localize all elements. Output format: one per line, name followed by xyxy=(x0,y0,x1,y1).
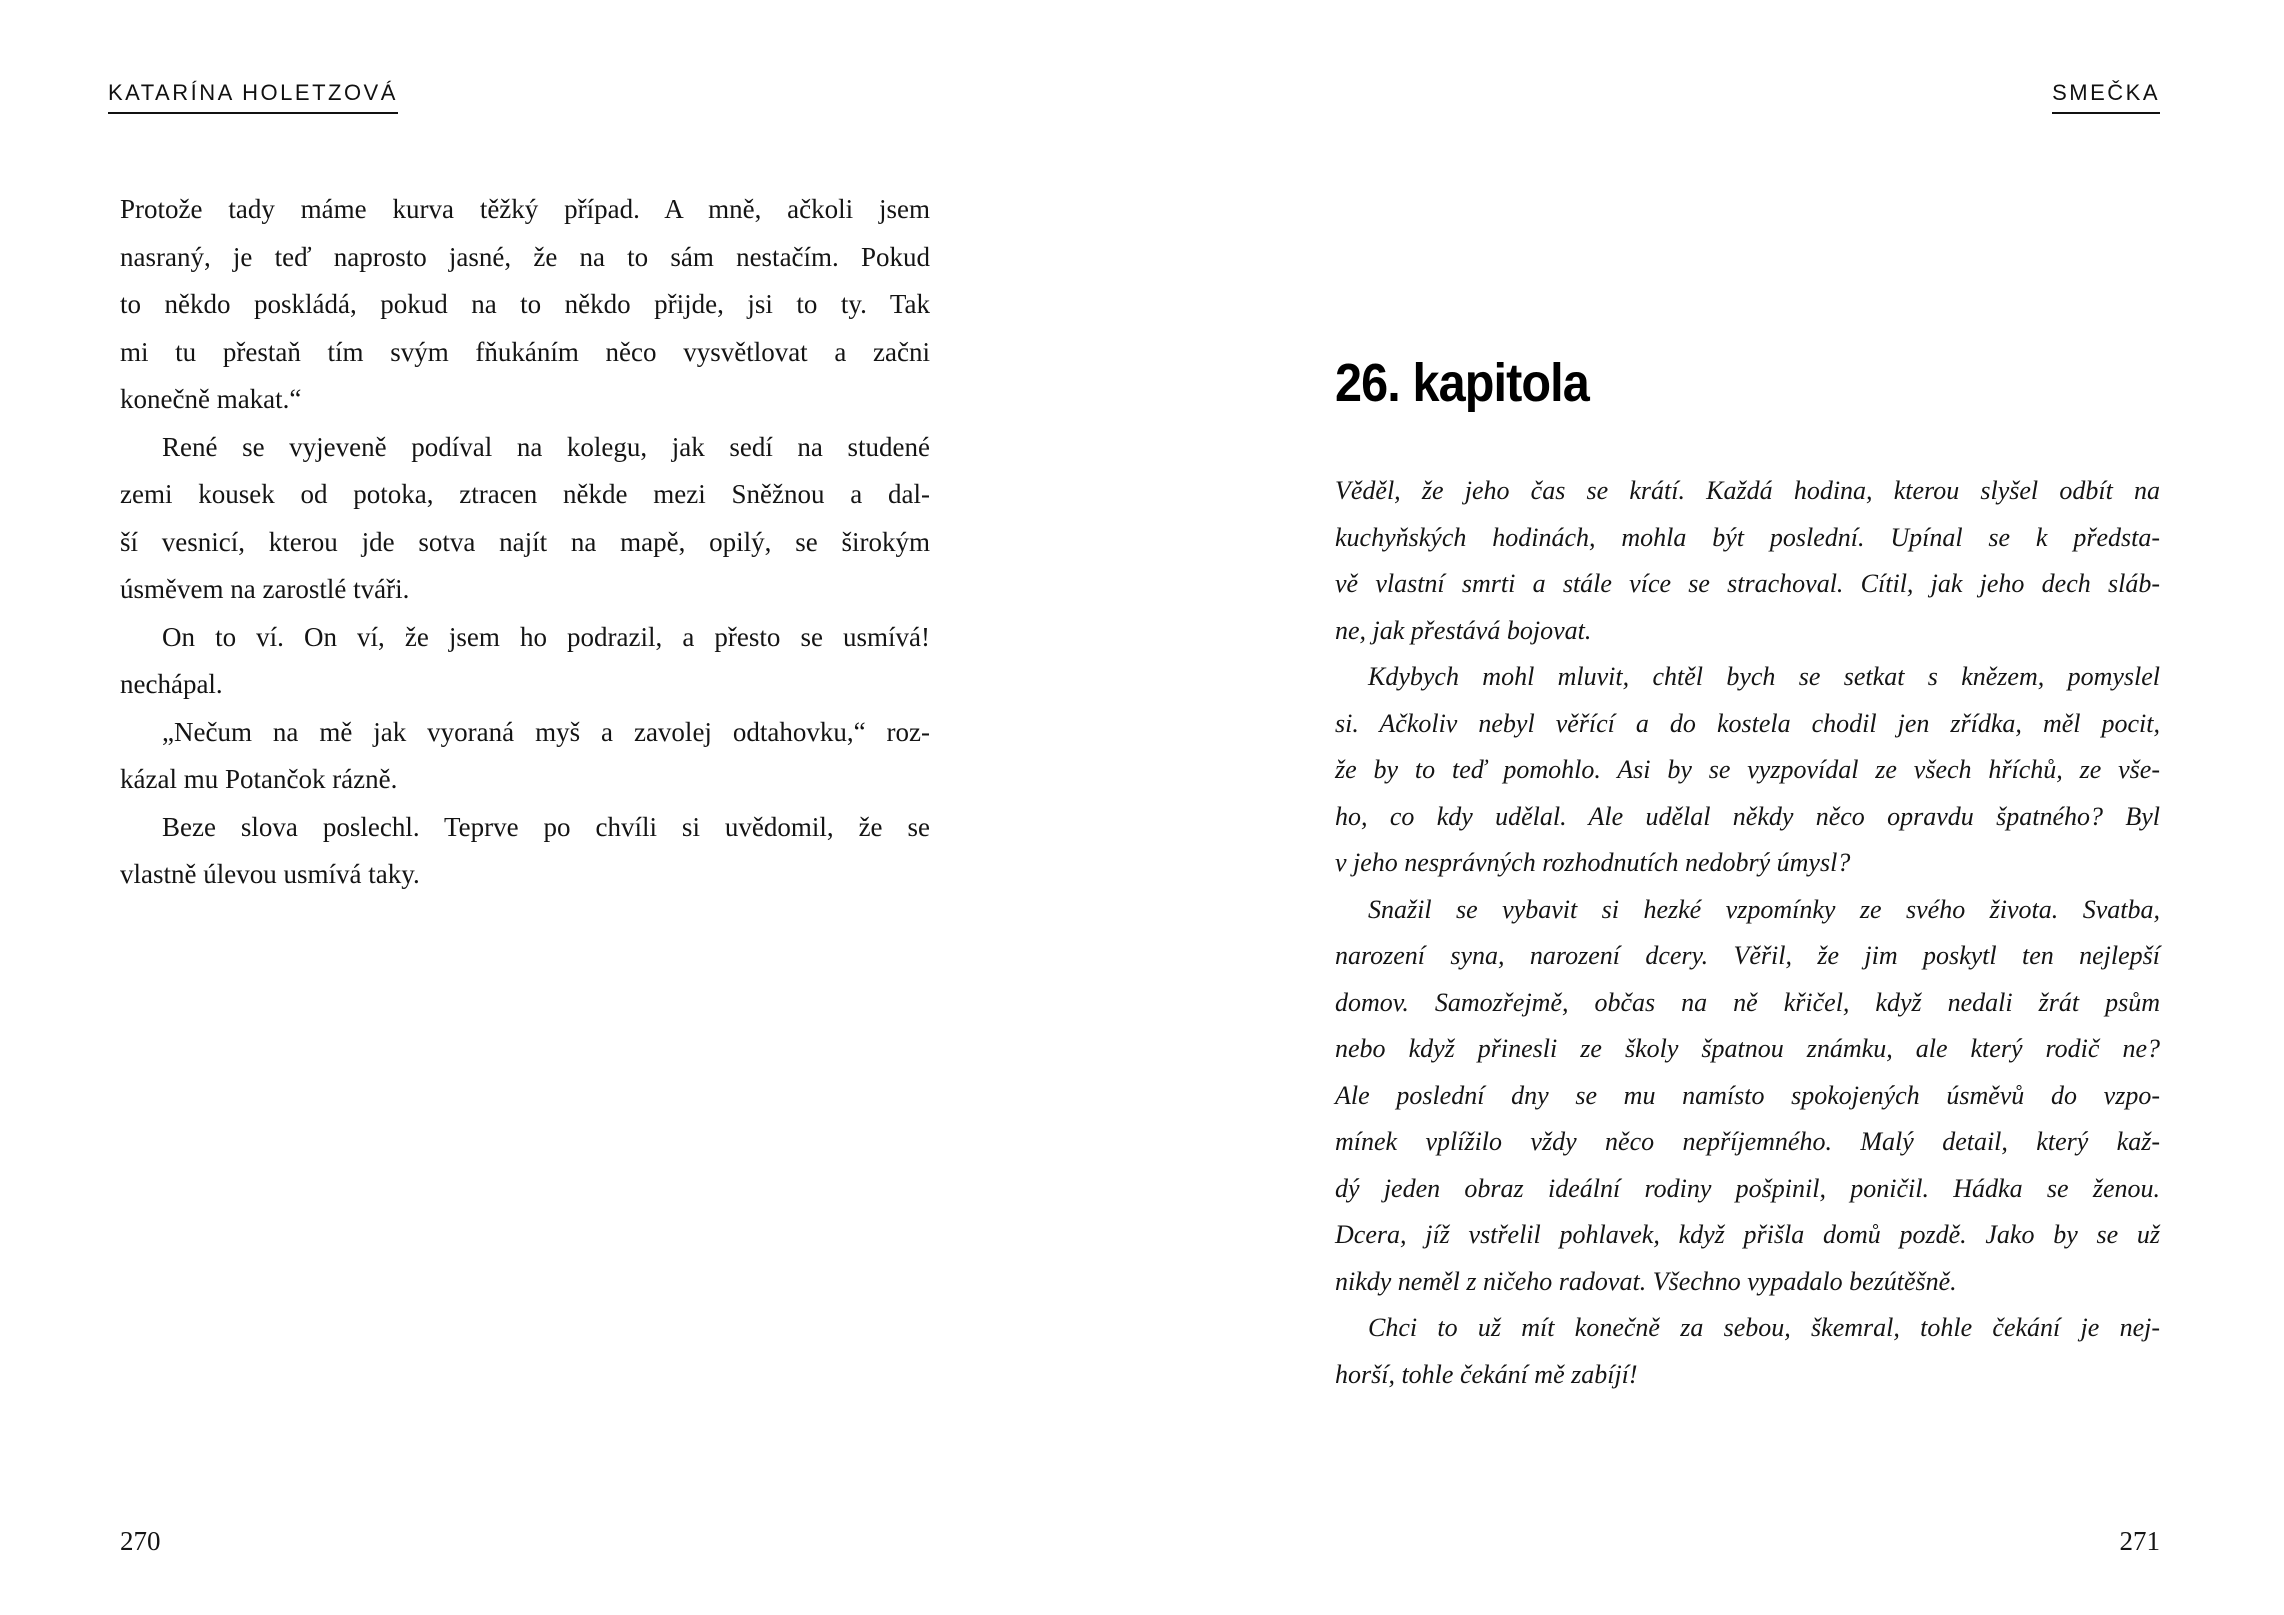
text-line: horší, tohle čekání mě zabíjí! xyxy=(1335,1359,1638,1389)
left-page-text-block xyxy=(120,186,930,899)
text-line: „Nečum na mě jak vyoraná myš a zavolej odtahovku,“ roz- xyxy=(162,716,930,747)
paragraph xyxy=(120,614,930,709)
text-line: Protože tady máme kurva těžký případ. A mně, ačkoli jsem xyxy=(120,194,930,224)
text-line: Snažil se vybavit si hezké vzpomínky ze svého života. Svatba, xyxy=(1368,894,2160,924)
author-name: KATARÍNA HOLETZOVÁ xyxy=(108,80,398,114)
text-line: nikdy neměl z ničeho radovat. Všechno vypadalo bezútěšně. xyxy=(1335,1266,1957,1296)
text-line: mínek vplížilo vždy něco nepříjemného. Malý detail, který kaž- xyxy=(1335,1127,2160,1156)
text-line: zemi kousek od potoka, ztracen někde mezi Sněžnou a dal- xyxy=(120,479,930,509)
text-line: kuchyňských hodinách, mohla být poslední. Upínal se k předsta- xyxy=(1335,522,2160,552)
text-line: Věděl, že jeho čas se krátí. Každá hodina, kterou slyšel odbít na xyxy=(1335,476,2160,505)
text-line: nebo když přinesli ze školy špatnou známku, ale který rodič ne? xyxy=(1335,1034,2160,1063)
chapter-heading: 26. kapitola xyxy=(1335,353,1589,413)
text-line: dý jeden obraz ideální rodiny pošpinil, poničil. Hádka se ženou. xyxy=(1335,1173,2160,1203)
right-page-text-block xyxy=(1335,468,2160,1398)
text-line: ší vesnicí, kterou jde sotva najít na mapě, opilý, se širokým xyxy=(120,526,930,557)
text-line: domov. Samozřejmě, občas na ně křičel, když nedali žrát psům xyxy=(1335,987,2160,1017)
text-line: vlastně úlevou usmívá taky. xyxy=(120,859,420,889)
text-line: si. Ačkoliv nebyl věřící a do kostela chodil jen zřídka, měl pocit, xyxy=(1335,708,2160,738)
paragraph xyxy=(1335,654,2160,887)
paragraph xyxy=(120,424,930,614)
running-header-author xyxy=(108,80,398,114)
text-line: Dcera, jíž vstřelil pohlavek, když přišla domů pozdě. Jako by se už xyxy=(1335,1220,2160,1249)
text-line: kázal mu Potančok rázně. xyxy=(120,764,398,794)
text-line: On to ví. On ví, že jsem ho podrazil, a přesto se usmívá! xyxy=(162,621,930,652)
text-line: konečně makat.“ xyxy=(120,384,302,414)
book-title: SMEČKA xyxy=(2052,80,2160,114)
text-line: Ale poslední dny se mu namísto spokojených úsměvů do vzpo- xyxy=(1335,1080,2160,1110)
text-line: mi tu přestaň tím svým fňukáním něco vysvětlovat a začni xyxy=(120,336,930,367)
paragraph xyxy=(120,709,930,804)
paragraph xyxy=(120,186,930,424)
text-line: ne, jak přestává bojovat. xyxy=(1335,615,1592,645)
text-line: nasraný, je teď naprosto jasné, že na to sám nestačím. Pokud xyxy=(120,241,930,272)
running-header-book-title xyxy=(2052,80,2160,114)
text-line: to někdo poskládá, pokud na to někdo přijde, jsi to ty. Tak xyxy=(120,289,930,319)
text-line: Beze slova poslechl. Teprve po chvíli si uvědomil, že se xyxy=(162,811,930,842)
text-line: nechápal. xyxy=(120,669,223,699)
text-line: v jeho nesprávných rozhodnutích nedobrý úmysl? xyxy=(1335,848,1851,877)
text-line: Chci to už mít konečně za sebou, škemral, tohle čekání je nej- xyxy=(1368,1313,2160,1342)
text-line: René se vyjeveně podíval na kolegu, jak sedí na studené xyxy=(162,431,930,462)
text-line: že by to teď pomohlo. Asi by se vyzpovídal ze všech hříchů, ze vše- xyxy=(1335,755,2160,784)
text-line: ho, co kdy udělal. Ale udělal někdy něco opravdu špatného? Byl xyxy=(1335,801,2160,831)
text-line: úsměvem na zarostlé tváři. xyxy=(120,574,410,604)
paragraph xyxy=(120,804,930,899)
page-number-right: 271 xyxy=(2119,1526,2160,1556)
paragraph xyxy=(1335,1305,2160,1398)
text-line: narození syna, narození dcery. Věřil, že jim poskytl ten nejlepší xyxy=(1335,941,2160,970)
text-line: vě vlastní smrti a stále více se strachoval. Cítil, jak jeho dech sláb- xyxy=(1335,569,2160,598)
paragraph xyxy=(1335,887,2160,1306)
text-line: Kdybych mohl mluvit, chtěl bych se setkat s knězem, pomyslel xyxy=(1368,662,2160,691)
page-number-left: 270 xyxy=(120,1526,161,1556)
paragraph xyxy=(1335,468,2160,654)
